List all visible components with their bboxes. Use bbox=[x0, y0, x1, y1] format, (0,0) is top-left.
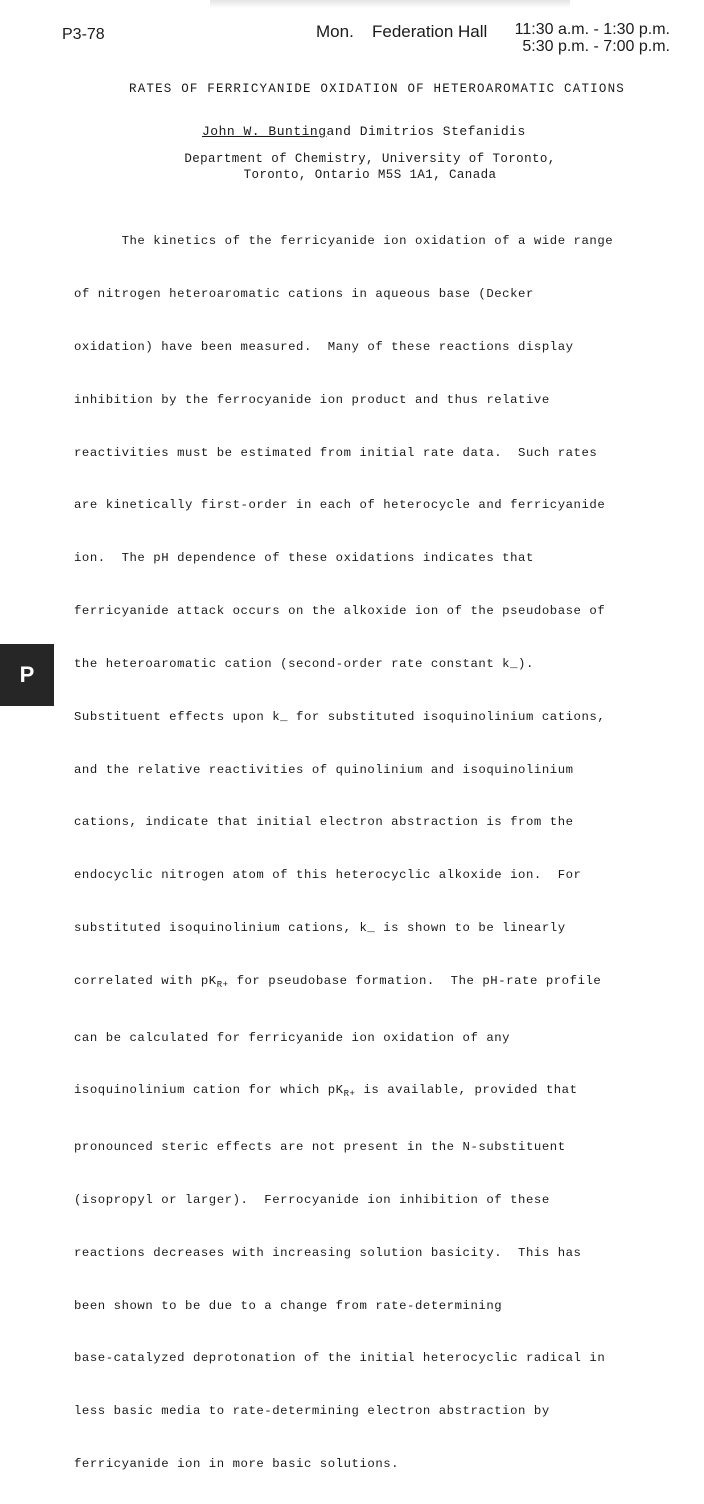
abstract-line: cations, indicate that initial electron abstraction is from the bbox=[74, 815, 574, 830]
paper-title: RATES OF FERRICYANIDE OXIDATION OF HETEROAROMATIC CATIONS bbox=[129, 82, 625, 96]
abstract-line: reactions decreases with increasing solution basicity. This has bbox=[74, 1245, 582, 1260]
abstract-body bbox=[74, 202, 674, 1504]
abstract-line: substituted isoquinolinium cations, k_ is shown to be linearly bbox=[74, 920, 566, 935]
session-time-1: 11:30 a.m. - 1:30 p.m. bbox=[514, 21, 670, 38]
abstract-line: base-catalyzed deprotonation of the initial heterocyclic radical in bbox=[74, 1351, 606, 1366]
author-separator: and bbox=[326, 124, 360, 139]
abstract-line bbox=[74, 1077, 674, 1107]
abstract-line: ferricyanide attack occurs on the alkoxide ion of the pseudobase of bbox=[74, 604, 606, 619]
abstract-line: are kinetically first-order in each of heterocycle and ferricyanide bbox=[74, 498, 606, 513]
affiliation bbox=[0, 151, 704, 183]
affiliation-line-1: Department of Chemistry, University of Toronto, bbox=[184, 152, 556, 166]
abstract-line: endocyclic nitrogen atom of this heterocyclic alkoxide ion. For bbox=[74, 868, 582, 883]
abstract-text: correlated with pK bbox=[74, 973, 217, 988]
abstract-line: been shown to be due to a change from rate-determining bbox=[74, 1298, 503, 1313]
abstract-text: isoquinolinium cation for which pK bbox=[74, 1083, 344, 1098]
abstract-line: The kinetics of the ferricyanide ion oxidation of a wide range bbox=[74, 234, 614, 249]
abstract-text: is available, provided that bbox=[355, 1083, 578, 1098]
abstract-line: ion. The pH dependence of these oxidations indicates that bbox=[74, 551, 534, 566]
session-time-2: 5:30 p.m. - 7:00 p.m. bbox=[522, 38, 670, 55]
scan-edge-shadow bbox=[210, 0, 570, 8]
session-times bbox=[506, 21, 670, 55]
abstract-line: ferricyanide ion in more basic solutions. bbox=[74, 1457, 400, 1472]
abstract-line: and the relative reactivities of quinolinium and isoquinolinium bbox=[74, 762, 574, 777]
session-code: P3-78 bbox=[62, 26, 105, 43]
abstract-line: less basic media to rate-determining electron abstraction by bbox=[74, 1404, 550, 1419]
section-tab-p: P bbox=[0, 644, 54, 706]
abstract-line: the heteroaromatic cation (second-order rate constant k_). bbox=[74, 656, 534, 671]
abstract-line: oxidation) have been measured. Many of these reactions display bbox=[74, 340, 574, 355]
abstract-line: inhibition by the ferrocyanide ion product and thus relative bbox=[74, 392, 550, 407]
abstract-line: can be calculated for ferricyanide ion oxidation of any bbox=[74, 1030, 511, 1045]
session-day: Mon. bbox=[316, 22, 354, 41]
author-1: John W. Bunting bbox=[202, 124, 327, 139]
abstract-line: reactivities must be estimated from initial rate data. Such rates bbox=[74, 445, 598, 460]
abstract-line: (isopropyl or larger). Ferrocyanide ion inhibition of these bbox=[74, 1193, 550, 1208]
abstract-line: of nitrogen heteroaromatic cations in aqueous base (Decker bbox=[74, 287, 534, 302]
author-2: Dimitrios Stefanidis bbox=[359, 124, 526, 139]
author-line bbox=[202, 124, 526, 139]
subscript: R+ bbox=[343, 1089, 356, 1100]
abstract-line bbox=[74, 968, 674, 998]
abstract-line: pronounced steric effects are not present in the N-substituent bbox=[74, 1140, 566, 1155]
subscript: R+ bbox=[216, 979, 229, 990]
affiliation-line-2: Toronto, Ontario M5S 1A1, Canada bbox=[243, 168, 497, 182]
abstract-line: Substituent effects upon k_ for substituted isoquinolinium cations, bbox=[74, 709, 606, 724]
abstract-text: for pseudobase formation. The pH-rate profile bbox=[228, 973, 602, 988]
session-venue: Federation Hall bbox=[372, 22, 488, 41]
